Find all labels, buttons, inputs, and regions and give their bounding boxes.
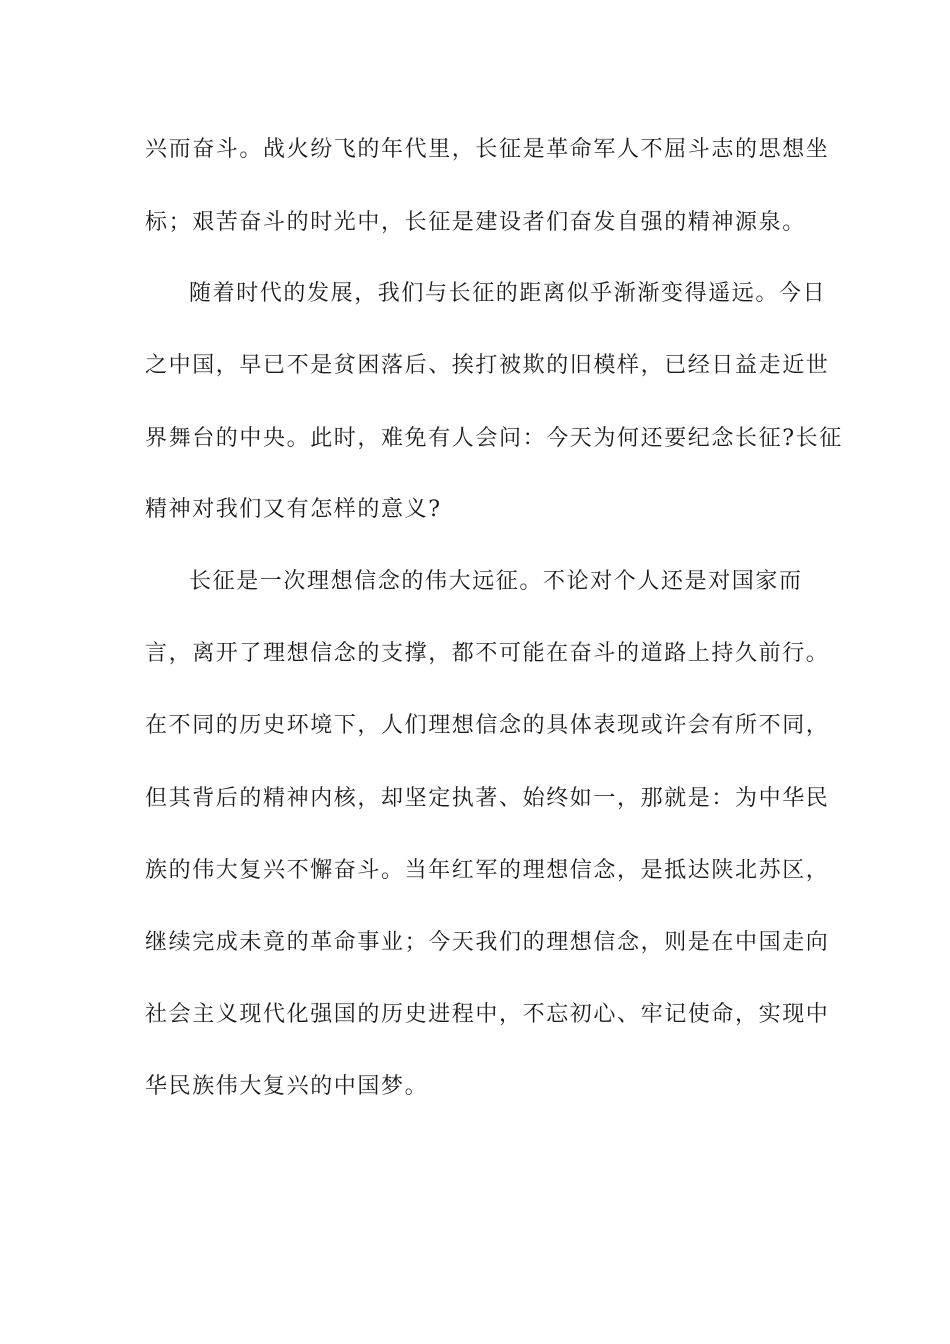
paragraph-first-line: 随着时代的发展，我们与长征的距离似乎渐渐变得遥远。今日 (189, 281, 827, 306)
text-line: 华民族伟大复兴的中国梦。 (145, 1074, 429, 1099)
text-line: 社会主义现代化强国的历史进程中，不忘初心、牢记使命，实现中 (145, 1002, 830, 1027)
text-line: 言，离开了理想信念的支撑，都不可能在奋斗的道路上持久前行。 (145, 641, 830, 666)
text-line: 族的伟大复兴不懈奋斗。当年红军的理想信念，是抵达陕北苏区， (145, 858, 830, 883)
text-line: 之中国，早已不是贫困落后、挨打被欺的旧模样，已经日益走近世 (145, 353, 830, 378)
text-line: 兴而奋斗。战火纷飞的年代里，长征是革命军人不屈斗志的思想坐 (145, 137, 830, 162)
text-line: 标；艰苦奋斗的时光中，长征是建设者们奋发自强的精神源泉。 (145, 210, 806, 235)
text-line: 但其背后的精神内核，却坚定执著、始终如一，那就是：为中华民 (145, 786, 830, 811)
text-line: 在不同的历史环境下，人们理想信念的具体表现或许会有所不同， (145, 713, 830, 738)
paragraph-first-line: 长征是一次理想信念的伟大远征。不论对个人还是对国家而 (189, 569, 803, 594)
text-line: 继续完成未竟的革命事业；今天我们的理想信念，则是在中国走向 (145, 930, 830, 955)
text-line: 精神对我们又有怎样的意义? (145, 497, 442, 522)
text-line: 界舞台的中央。此时，难免有人会问：今天为何还要纪念长征?长征 (145, 426, 843, 451)
